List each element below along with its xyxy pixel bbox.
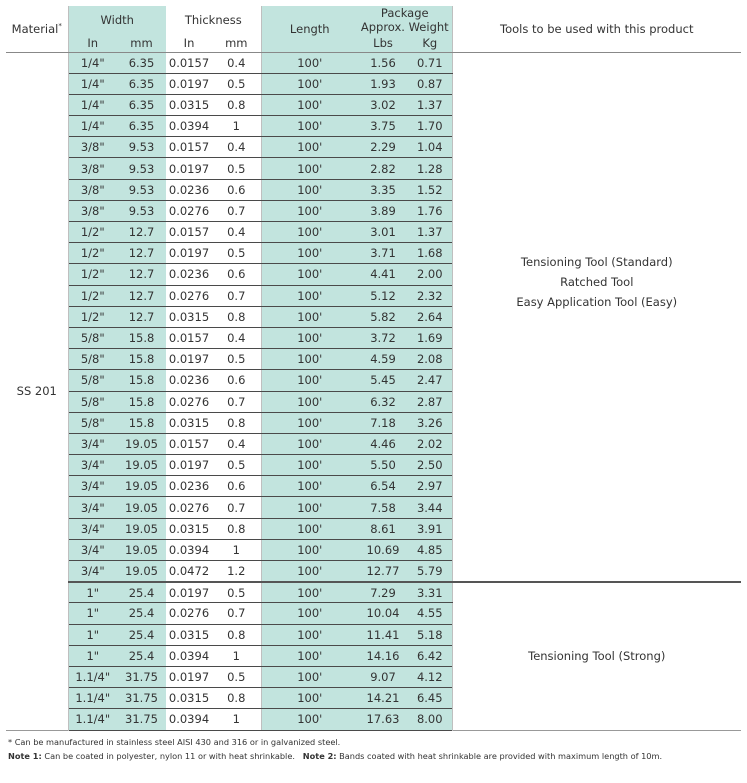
thickness-in-cell: 0.0236 <box>166 370 212 391</box>
width-mm-cell: 15.8 <box>117 370 166 391</box>
weight-kg-cell: 1.28 <box>408 158 452 179</box>
weight-lbs-cell: 3.35 <box>358 179 408 200</box>
thickness-in-cell: 0.0394 <box>166 645 212 666</box>
width-in-cell: 1.1/4" <box>68 688 117 709</box>
weight-lbs-cell: 5.82 <box>358 306 408 327</box>
weight-kg-cell: 2.32 <box>408 285 452 306</box>
tools-header: Tools to be used with this product <box>452 6 741 52</box>
width-mm-cell: 19.05 <box>117 497 166 518</box>
width-mm-cell: 9.53 <box>117 137 166 158</box>
thickness-mm-cell: 0.4 <box>212 52 261 73</box>
width-in-cell: 3/8" <box>68 200 117 221</box>
thickness-mm-cell: 0.5 <box>212 666 261 687</box>
width-in-cell: 1.1/4" <box>68 666 117 687</box>
weight-lbs-cell: 6.32 <box>358 391 408 412</box>
thickness-in-cell: 0.0276 <box>166 391 212 412</box>
thickness-mm-cell: 0.7 <box>212 497 261 518</box>
width-mm-cell: 12.7 <box>117 222 166 243</box>
width-mm-cell: 15.8 <box>117 349 166 370</box>
width-header: Width <box>68 6 166 34</box>
weight-kg-cell: 1.69 <box>408 327 452 348</box>
length-cell: 100' <box>261 179 358 200</box>
thickness-in-cell: 0.0197 <box>166 582 212 603</box>
width-mm-cell: 15.8 <box>117 391 166 412</box>
length-cell: 100' <box>261 264 358 285</box>
length-cell: 100' <box>261 603 358 624</box>
length-cell: 100' <box>261 412 358 433</box>
product-spec-table <box>6 6 741 731</box>
thickness-mm-cell: 0.5 <box>212 349 261 370</box>
weight-lbs-cell: 3.72 <box>358 327 408 348</box>
width-in-cell: 1.1/4" <box>68 709 117 730</box>
width-mm-cell: 12.7 <box>117 285 166 306</box>
footnote: * Can be manufactured in stainless steel AISI 430 and 316 or in galvanized steel. <box>8 736 341 747</box>
width-mm-cell: 25.4 <box>117 603 166 624</box>
thickness-in-cell: 0.0472 <box>166 561 212 582</box>
width-mm-cell: 12.7 <box>117 264 166 285</box>
width-mm-cell: 31.75 <box>117 666 166 687</box>
length-cell: 100' <box>261 306 358 327</box>
width-in-cell: 1" <box>68 603 117 624</box>
note2-text: Bands coated with heat shrinkable are provided with maximum length of 10m. <box>336 750 663 761</box>
weight-kg-cell: 2.02 <box>408 433 452 454</box>
thickness-in-cell: 0.0315 <box>166 518 212 539</box>
width-in-cell: 5/8" <box>68 349 117 370</box>
thickness-mm-cell: 0.4 <box>212 222 261 243</box>
thickness-header: Thickness <box>166 6 261 34</box>
weight-kg-cell: 1.37 <box>408 94 452 115</box>
length-header: Length <box>261 6 358 52</box>
thickness-mm-cell: 1.2 <box>212 561 261 582</box>
weight-kg-cell: 1.52 <box>408 179 452 200</box>
thickness-in-cell: 0.0315 <box>166 688 212 709</box>
weight-lbs-cell: 3.71 <box>358 243 408 264</box>
thickness-in-header: In <box>166 34 212 52</box>
width-in-cell: 3/4" <box>68 476 117 497</box>
length-cell: 100' <box>261 391 358 412</box>
length-cell: 100' <box>261 327 358 348</box>
weight-kg-cell: 3.44 <box>408 497 452 518</box>
length-cell: 100' <box>261 666 358 687</box>
weight-lbs-cell: 4.46 <box>358 433 408 454</box>
weight-lbs-cell: 3.89 <box>358 200 408 221</box>
length-cell: 100' <box>261 200 358 221</box>
weight-lbs-cell: 11.41 <box>358 624 408 645</box>
width-mm-cell: 19.05 <box>117 455 166 476</box>
width-in-cell: 1/2" <box>68 222 117 243</box>
thickness-in-cell: 0.0315 <box>166 306 212 327</box>
weight-kg-cell: 3.91 <box>408 518 452 539</box>
length-cell: 100' <box>261 73 358 94</box>
weight-kg-cell: 1.04 <box>408 137 452 158</box>
weight-lbs-cell: 14.16 <box>358 645 408 666</box>
width-mm-cell: 9.53 <box>117 158 166 179</box>
width-mm-cell: 15.8 <box>117 412 166 433</box>
width-in-cell: 1/4" <box>68 73 117 94</box>
length-cell: 100' <box>261 476 358 497</box>
weight-lbs-cell: 3.01 <box>358 222 408 243</box>
width-in-cell: 1/2" <box>68 306 117 327</box>
weight-lbs-header: Lbs <box>358 34 408 52</box>
width-mm-cell: 19.05 <box>117 539 166 560</box>
thickness-mm-cell: 0.7 <box>212 285 261 306</box>
thickness-mm-cell: 0.5 <box>212 455 261 476</box>
length-cell: 100' <box>261 116 358 137</box>
thickness-mm-cell: 0.4 <box>212 327 261 348</box>
material-cell: SS 201 <box>6 52 68 730</box>
width-mm-cell: 31.75 <box>117 709 166 730</box>
tool-name: Ratched Tool <box>560 274 634 289</box>
length-cell: 100' <box>261 455 358 476</box>
thickness-mm-cell: 0.4 <box>212 433 261 454</box>
width-in-cell: 3/4" <box>68 518 117 539</box>
weight-kg-cell: 3.31 <box>408 582 452 603</box>
thickness-in-cell: 0.0157 <box>166 137 212 158</box>
width-in-cell: 3/4" <box>68 539 117 560</box>
thickness-mm-cell: 0.8 <box>212 688 261 709</box>
thickness-in-cell: 0.0394 <box>166 709 212 730</box>
weight-lbs-cell: 1.93 <box>358 73 408 94</box>
weight-kg-cell: 1.76 <box>408 200 452 221</box>
length-cell: 100' <box>261 370 358 391</box>
thickness-in-cell: 0.0197 <box>166 158 212 179</box>
weight-lbs-cell: 4.59 <box>358 349 408 370</box>
tools-cell-standard <box>452 52 741 582</box>
weight-kg-cell: 0.71 <box>408 52 452 73</box>
width-in-cell: 1/4" <box>68 116 117 137</box>
weight-kg-cell: 0.87 <box>408 73 452 94</box>
length-cell: 100' <box>261 539 358 560</box>
weight-lbs-cell: 5.12 <box>358 285 408 306</box>
tool-name: Easy Application Tool (Easy) <box>516 294 678 309</box>
thickness-in-cell: 0.0315 <box>166 94 212 115</box>
weight-lbs-cell: 5.50 <box>358 455 408 476</box>
thickness-in-cell: 0.0157 <box>166 52 212 73</box>
weight-lbs-cell: 3.75 <box>358 116 408 137</box>
width-in-cell: 3/8" <box>68 137 117 158</box>
weight-kg-cell: 6.42 <box>408 645 452 666</box>
tool-name: Tensioning Tool (Strong) <box>528 649 666 664</box>
weight-kg-cell: 2.64 <box>408 306 452 327</box>
thickness-in-cell: 0.0157 <box>166 222 212 243</box>
thickness-in-cell: 0.0315 <box>166 624 212 645</box>
thickness-mm-cell: 0.6 <box>212 179 261 200</box>
width-in-cell: 1/4" <box>68 52 117 73</box>
thickness-mm-cell: 1 <box>212 645 261 666</box>
thickness-mm-cell: 0.7 <box>212 391 261 412</box>
weight-lbs-cell: 14.21 <box>358 688 408 709</box>
thickness-mm-cell: 0.5 <box>212 158 261 179</box>
weight-lbs-cell: 8.61 <box>358 518 408 539</box>
thickness-mm-cell: 0.7 <box>212 603 261 624</box>
note2-label: Note 2: <box>302 750 337 761</box>
thickness-mm-header: mm <box>212 34 261 52</box>
weight-lbs-cell: 10.69 <box>358 539 408 560</box>
width-mm-cell: 19.05 <box>117 433 166 454</box>
weight-lbs-cell: 4.41 <box>358 264 408 285</box>
notes-section <box>6 735 741 763</box>
table-row <box>6 582 741 603</box>
thickness-in-cell: 0.0276 <box>166 497 212 518</box>
weight-lbs-cell: 9.07 <box>358 666 408 687</box>
tools-cell-strong <box>452 582 741 730</box>
thickness-in-cell: 0.0236 <box>166 264 212 285</box>
weight-kg-cell: 6.45 <box>408 688 452 709</box>
width-in-cell: 3/8" <box>68 179 117 200</box>
width-mm-cell: 31.75 <box>117 688 166 709</box>
weight-lbs-cell: 7.58 <box>358 497 408 518</box>
thickness-mm-cell: 1 <box>212 709 261 730</box>
weight-lbs-cell: 7.29 <box>358 582 408 603</box>
weight-lbs-cell: 7.18 <box>358 412 408 433</box>
weight-kg-cell: 5.79 <box>408 561 452 582</box>
width-mm-cell: 19.05 <box>117 561 166 582</box>
width-mm-cell: 19.05 <box>117 476 166 497</box>
thickness-in-cell: 0.0394 <box>166 539 212 560</box>
thickness-mm-cell: 0.6 <box>212 476 261 497</box>
length-cell: 100' <box>261 518 358 539</box>
thickness-in-cell: 0.0276 <box>166 603 212 624</box>
width-mm-cell: 6.35 <box>117 52 166 73</box>
thickness-in-cell: 0.0276 <box>166 200 212 221</box>
width-in-cell: 5/8" <box>68 327 117 348</box>
width-mm-cell: 6.35 <box>117 116 166 137</box>
thickness-mm-cell: 0.5 <box>212 582 261 603</box>
weight-kg-cell: 2.47 <box>408 370 452 391</box>
length-cell: 100' <box>261 94 358 115</box>
width-mm-cell: 19.05 <box>117 518 166 539</box>
length-cell: 100' <box>261 582 358 603</box>
weight-kg-cell: 8.00 <box>408 709 452 730</box>
width-in-cell: 5/8" <box>68 370 117 391</box>
length-cell: 100' <box>261 561 358 582</box>
thickness-in-cell: 0.0157 <box>166 433 212 454</box>
length-cell: 100' <box>261 497 358 518</box>
weight-lbs-cell: 12.77 <box>358 561 408 582</box>
width-in-cell: 3/4" <box>68 455 117 476</box>
table-row <box>6 52 741 73</box>
tool-name: Tensioning Tool (Standard) <box>520 254 673 269</box>
weight-kg-cell: 2.08 <box>408 349 452 370</box>
note1-text: Can be coated in polyester, nylon 11 or with heat shrinkable. <box>41 750 295 761</box>
note1-label: Note 1: <box>8 750 42 761</box>
length-cell: 100' <box>261 709 358 730</box>
thickness-in-cell: 0.0236 <box>166 476 212 497</box>
weight-kg-cell: 1.37 <box>408 222 452 243</box>
width-in-cell: 1/2" <box>68 264 117 285</box>
thickness-in-cell: 0.0197 <box>166 243 212 264</box>
table-body <box>6 52 741 730</box>
material-header: Material* <box>6 6 68 52</box>
length-cell: 100' <box>261 645 358 666</box>
width-in-cell: 5/8" <box>68 412 117 433</box>
width-mm-cell: 25.4 <box>117 645 166 666</box>
thickness-in-cell: 0.0236 <box>166 179 212 200</box>
weight-kg-cell: 2.97 <box>408 476 452 497</box>
length-cell: 100' <box>261 433 358 454</box>
thickness-mm-cell: 0.8 <box>212 518 261 539</box>
thickness-mm-cell: 0.5 <box>212 73 261 94</box>
thickness-mm-cell: 0.8 <box>212 624 261 645</box>
weight-kg-cell: 4.55 <box>408 603 452 624</box>
length-cell: 100' <box>261 243 358 264</box>
weight-kg-cell: 2.87 <box>408 391 452 412</box>
package-weight-header: Package Approx. Weight <box>358 6 452 34</box>
thickness-mm-cell: 1 <box>212 539 261 560</box>
width-in-cell: 3/4" <box>68 497 117 518</box>
thickness-in-cell: 0.0197 <box>166 455 212 476</box>
weight-lbs-cell: 1.56 <box>358 52 408 73</box>
width-mm-cell: 12.7 <box>117 306 166 327</box>
thickness-in-cell: 0.0197 <box>166 349 212 370</box>
width-in-cell: 1" <box>68 624 117 645</box>
length-cell: 100' <box>261 137 358 158</box>
weight-lbs-cell: 6.54 <box>358 476 408 497</box>
note-line <box>8 749 741 763</box>
length-cell: 100' <box>261 158 358 179</box>
length-cell: 100' <box>261 349 358 370</box>
weight-kg-cell: 4.12 <box>408 666 452 687</box>
width-mm-header: mm <box>117 34 166 52</box>
thickness-in-cell: 0.0315 <box>166 412 212 433</box>
weight-lbs-cell: 5.45 <box>358 370 408 391</box>
width-in-cell: 3/8" <box>68 158 117 179</box>
width-in-cell: 3/4" <box>68 433 117 454</box>
thickness-mm-cell: 1 <box>212 116 261 137</box>
width-mm-cell: 25.4 <box>117 582 166 603</box>
weight-kg-cell: 2.00 <box>408 264 452 285</box>
thickness-in-cell: 0.0197 <box>166 666 212 687</box>
width-mm-cell: 6.35 <box>117 73 166 94</box>
width-in-header: In <box>68 34 117 52</box>
weight-lbs-cell: 2.82 <box>358 158 408 179</box>
thickness-mm-cell: 0.7 <box>212 200 261 221</box>
weight-kg-cell: 1.70 <box>408 116 452 137</box>
thickness-mm-cell: 0.5 <box>212 243 261 264</box>
thickness-in-cell: 0.0197 <box>166 73 212 94</box>
weight-lbs-cell: 3.02 <box>358 94 408 115</box>
weight-kg-cell: 1.68 <box>408 243 452 264</box>
spec-sheet <box>6 6 741 763</box>
thickness-mm-cell: 0.8 <box>212 94 261 115</box>
thickness-in-cell: 0.0276 <box>166 285 212 306</box>
width-mm-cell: 25.4 <box>117 624 166 645</box>
length-cell: 100' <box>261 688 358 709</box>
width-mm-cell: 9.53 <box>117 200 166 221</box>
weight-kg-cell: 2.50 <box>408 455 452 476</box>
width-in-cell: 1" <box>68 645 117 666</box>
width-in-cell: 3/4" <box>68 561 117 582</box>
weight-lbs-cell: 17.63 <box>358 709 408 730</box>
thickness-mm-cell: 0.8 <box>212 306 261 327</box>
width-in-cell: 1/4" <box>68 94 117 115</box>
table-header <box>6 6 741 52</box>
width-mm-cell: 9.53 <box>117 179 166 200</box>
length-cell: 100' <box>261 624 358 645</box>
thickness-in-cell: 0.0394 <box>166 116 212 137</box>
length-cell: 100' <box>261 52 358 73</box>
weight-kg-cell: 5.18 <box>408 624 452 645</box>
width-in-cell: 5/8" <box>68 391 117 412</box>
width-in-cell: 1" <box>68 582 117 603</box>
weight-kg-cell: 4.85 <box>408 539 452 560</box>
width-mm-cell: 6.35 <box>117 94 166 115</box>
thickness-in-cell: 0.0157 <box>166 327 212 348</box>
length-cell: 100' <box>261 285 358 306</box>
thickness-mm-cell: 0.6 <box>212 370 261 391</box>
width-in-cell: 1/2" <box>68 285 117 306</box>
weight-kg-header: Kg <box>408 34 452 52</box>
thickness-mm-cell: 0.4 <box>212 137 261 158</box>
weight-lbs-cell: 2.29 <box>358 137 408 158</box>
weight-kg-cell: 3.26 <box>408 412 452 433</box>
thickness-mm-cell: 0.6 <box>212 264 261 285</box>
width-mm-cell: 12.7 <box>117 243 166 264</box>
weight-lbs-cell: 10.04 <box>358 603 408 624</box>
length-cell: 100' <box>261 222 358 243</box>
thickness-mm-cell: 0.8 <box>212 412 261 433</box>
width-in-cell: 1/2" <box>68 243 117 264</box>
width-mm-cell: 15.8 <box>117 327 166 348</box>
